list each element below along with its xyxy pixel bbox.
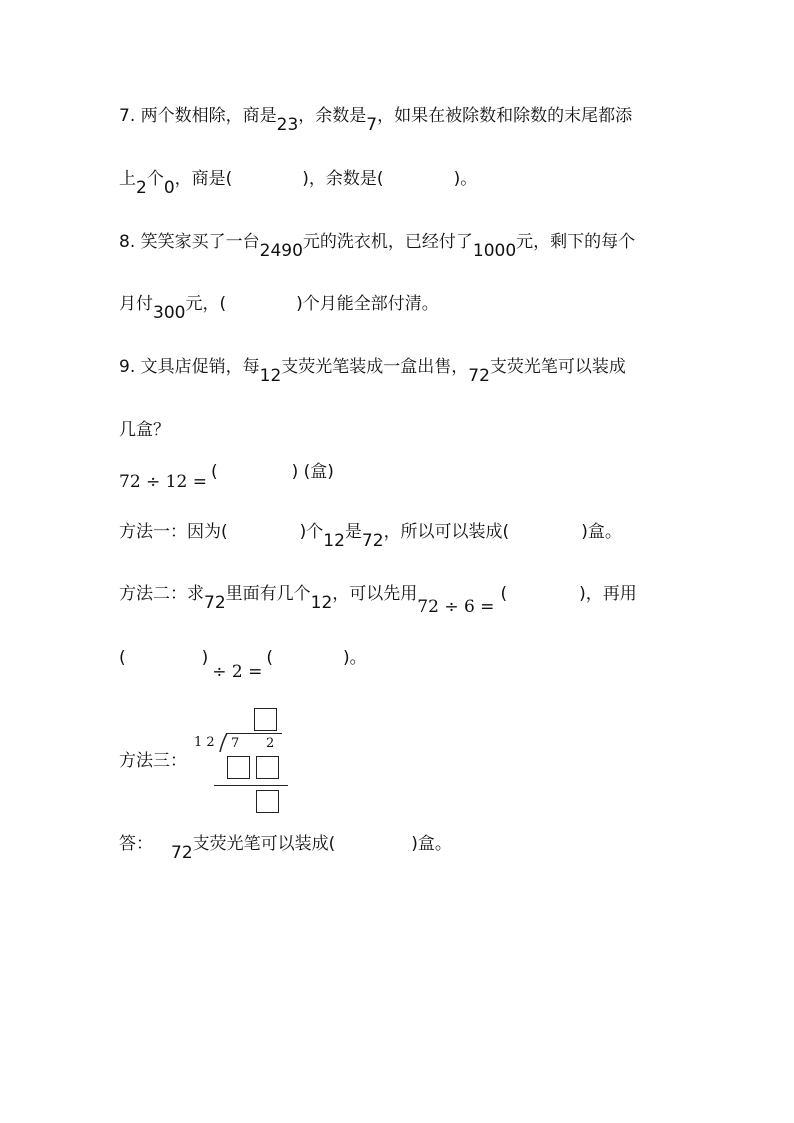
product-box[interactable] xyxy=(256,756,279,779)
q8-number: 2490 xyxy=(259,241,303,261)
q9-text: 是 xyxy=(344,522,362,542)
q8-text: 8. 笑笑家买了一台 xyxy=(119,232,260,252)
subtraction-line xyxy=(214,785,288,786)
q8-text: 元的洗衣机，已经付了 xyxy=(302,232,473,252)
q9-equation-line xyxy=(119,462,334,492)
q9-number: 12 xyxy=(323,531,345,551)
q7-text: ，如果在被除数和除数的末尾都添 xyxy=(377,106,633,126)
q8-line1 xyxy=(119,232,636,261)
q7-number: 7 xyxy=(366,115,378,135)
division-bracket xyxy=(219,733,229,753)
q9-text: 支荧光笔装成一盒出售， xyxy=(281,357,469,377)
q9-text: )，再用 xyxy=(579,584,637,604)
q8-number: 300 xyxy=(153,303,186,323)
q9-method1 xyxy=(119,522,622,551)
q9-text: ) xyxy=(201,648,209,668)
q7-text: ，商是( xyxy=(174,169,233,189)
q9-text: ) (盒) xyxy=(291,462,334,482)
q7-number: 23 xyxy=(276,115,299,135)
dividend-digit: 2 xyxy=(266,736,275,751)
product-box[interactable] xyxy=(227,756,250,779)
q9-text: 答： xyxy=(119,834,153,854)
q9-text: )个 xyxy=(299,522,324,542)
q9-equation: 72 ÷ 6 = xyxy=(417,597,495,617)
q9-text: 方法三： xyxy=(119,751,187,771)
q7-line2 xyxy=(119,169,478,198)
q9-number: 72 xyxy=(204,593,226,613)
q9-method2-line2 xyxy=(119,648,367,682)
q9-text: )。 xyxy=(343,648,367,668)
q7-text: ，余数是 xyxy=(298,106,367,126)
q9-equation: ÷ 2 = xyxy=(212,662,263,682)
q9-method3 xyxy=(119,753,187,770)
q9-text: 方法一：因为( xyxy=(119,522,228,542)
divisor: 1 2 xyxy=(194,735,215,750)
q9-text: 支荧光笔可以装成( xyxy=(192,834,336,854)
q9-line2 xyxy=(119,422,170,439)
q9-number: 12 xyxy=(259,366,282,386)
q9-text: )盒。 xyxy=(411,834,452,854)
q9-text: 里面有几个 xyxy=(225,584,311,604)
q9-text: ( xyxy=(210,462,218,482)
q7-text: )，余数是( xyxy=(302,169,384,189)
q9-number: 72 xyxy=(468,366,490,386)
q9-text: ，所以可以装成( xyxy=(383,522,510,542)
q9-equation: 72 ÷ 12 = xyxy=(119,472,207,492)
q9-method2-line1 xyxy=(119,584,637,617)
q7-text: 7. 两个数相除，商是 xyxy=(119,106,277,126)
q9-line1 xyxy=(119,357,626,386)
q9-text: )盒。 xyxy=(581,522,622,542)
q7-text: )。 xyxy=(453,169,478,189)
dividend-digit: 7 xyxy=(231,736,240,751)
q9-text: 几盒？ xyxy=(119,420,170,440)
q7-number: 2 xyxy=(136,178,147,198)
q9-text: ，可以先用 xyxy=(332,584,418,604)
quotient-box[interactable] xyxy=(254,708,277,731)
q9-text: ( xyxy=(119,648,126,668)
q9-number: 72 xyxy=(361,531,384,551)
q9-text: ( xyxy=(500,584,508,604)
q9-text: ( xyxy=(266,648,274,668)
remainder-box[interactable] xyxy=(256,790,279,813)
q9-answer xyxy=(119,834,452,863)
q8-number: 1000 xyxy=(472,241,517,261)
division-bar xyxy=(226,733,282,734)
q8-line2 xyxy=(119,294,439,323)
q7-number: 0 xyxy=(163,178,175,198)
q9-text: 9. 文具店促销，每 xyxy=(119,357,260,377)
q8-text: 元，( xyxy=(185,294,227,314)
q8-text: )个月能全部付清。 xyxy=(296,294,439,314)
q8-text: 月付 xyxy=(119,294,153,314)
q9-number: 72 xyxy=(171,843,193,863)
q7-line1 xyxy=(119,106,633,135)
q7-text: 上 xyxy=(119,169,136,189)
q8-text: 元，剩下的每个 xyxy=(516,232,636,252)
q9-number: 12 xyxy=(310,593,333,613)
q9-text: 支荧光笔可以装成 xyxy=(489,357,626,377)
q7-text: 个 xyxy=(146,169,164,189)
q9-text: 方法二：求 xyxy=(119,584,204,604)
